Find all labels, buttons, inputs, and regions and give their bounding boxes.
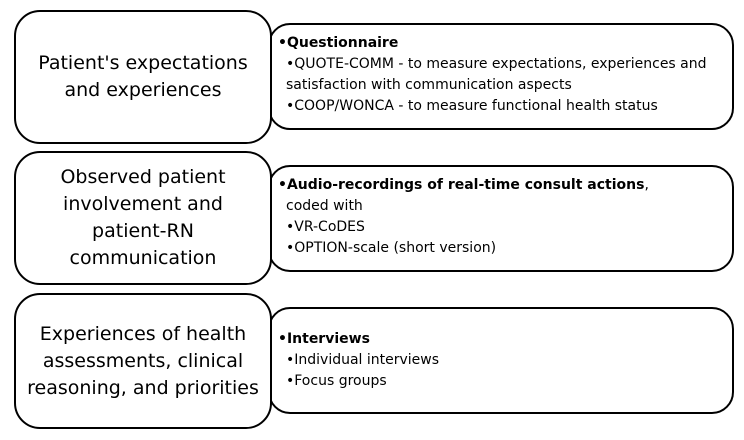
category-box-1: [14, 10, 272, 144]
method-item-1-2: •COOP/WONCA - to measure functional health status: [286, 98, 658, 114]
method-box-1: [268, 23, 734, 130]
method-item-3-1: •Individual interviews: [286, 352, 440, 368]
method-heading-2: •Audio-recordings of real-time consult actions: [278, 177, 645, 193]
method-item-3-2: •Focus groups: [286, 373, 387, 389]
method-heading-3: •Interviews: [278, 331, 370, 347]
method-box-2: [268, 165, 734, 272]
method-heading-2-cont: coded with: [286, 198, 363, 214]
category-box-3: [14, 293, 272, 429]
category-label-1: Patient's expectations and experiences: [38, 52, 248, 101]
method-item-1-1: •QUOTE-COMM - to measure expectations, experiences and satisfaction with communication aspects: [286, 56, 707, 93]
method-item-2-1: •VR-CoDES: [286, 219, 365, 235]
category-box-2: [14, 151, 272, 285]
category-label-3: Experiences of health assessments, clinical reasoning, and priorities: [27, 322, 259, 399]
method-box-3: [268, 307, 734, 414]
method-item-2-2: •OPTION-scale (short version): [286, 240, 497, 256]
category-label-2: Observed patient involvement and patient-RN communication: [60, 166, 226, 269]
method-heading-1: •Questionnaire: [278, 35, 399, 51]
method-heading-2-punct: ,: [644, 177, 649, 193]
